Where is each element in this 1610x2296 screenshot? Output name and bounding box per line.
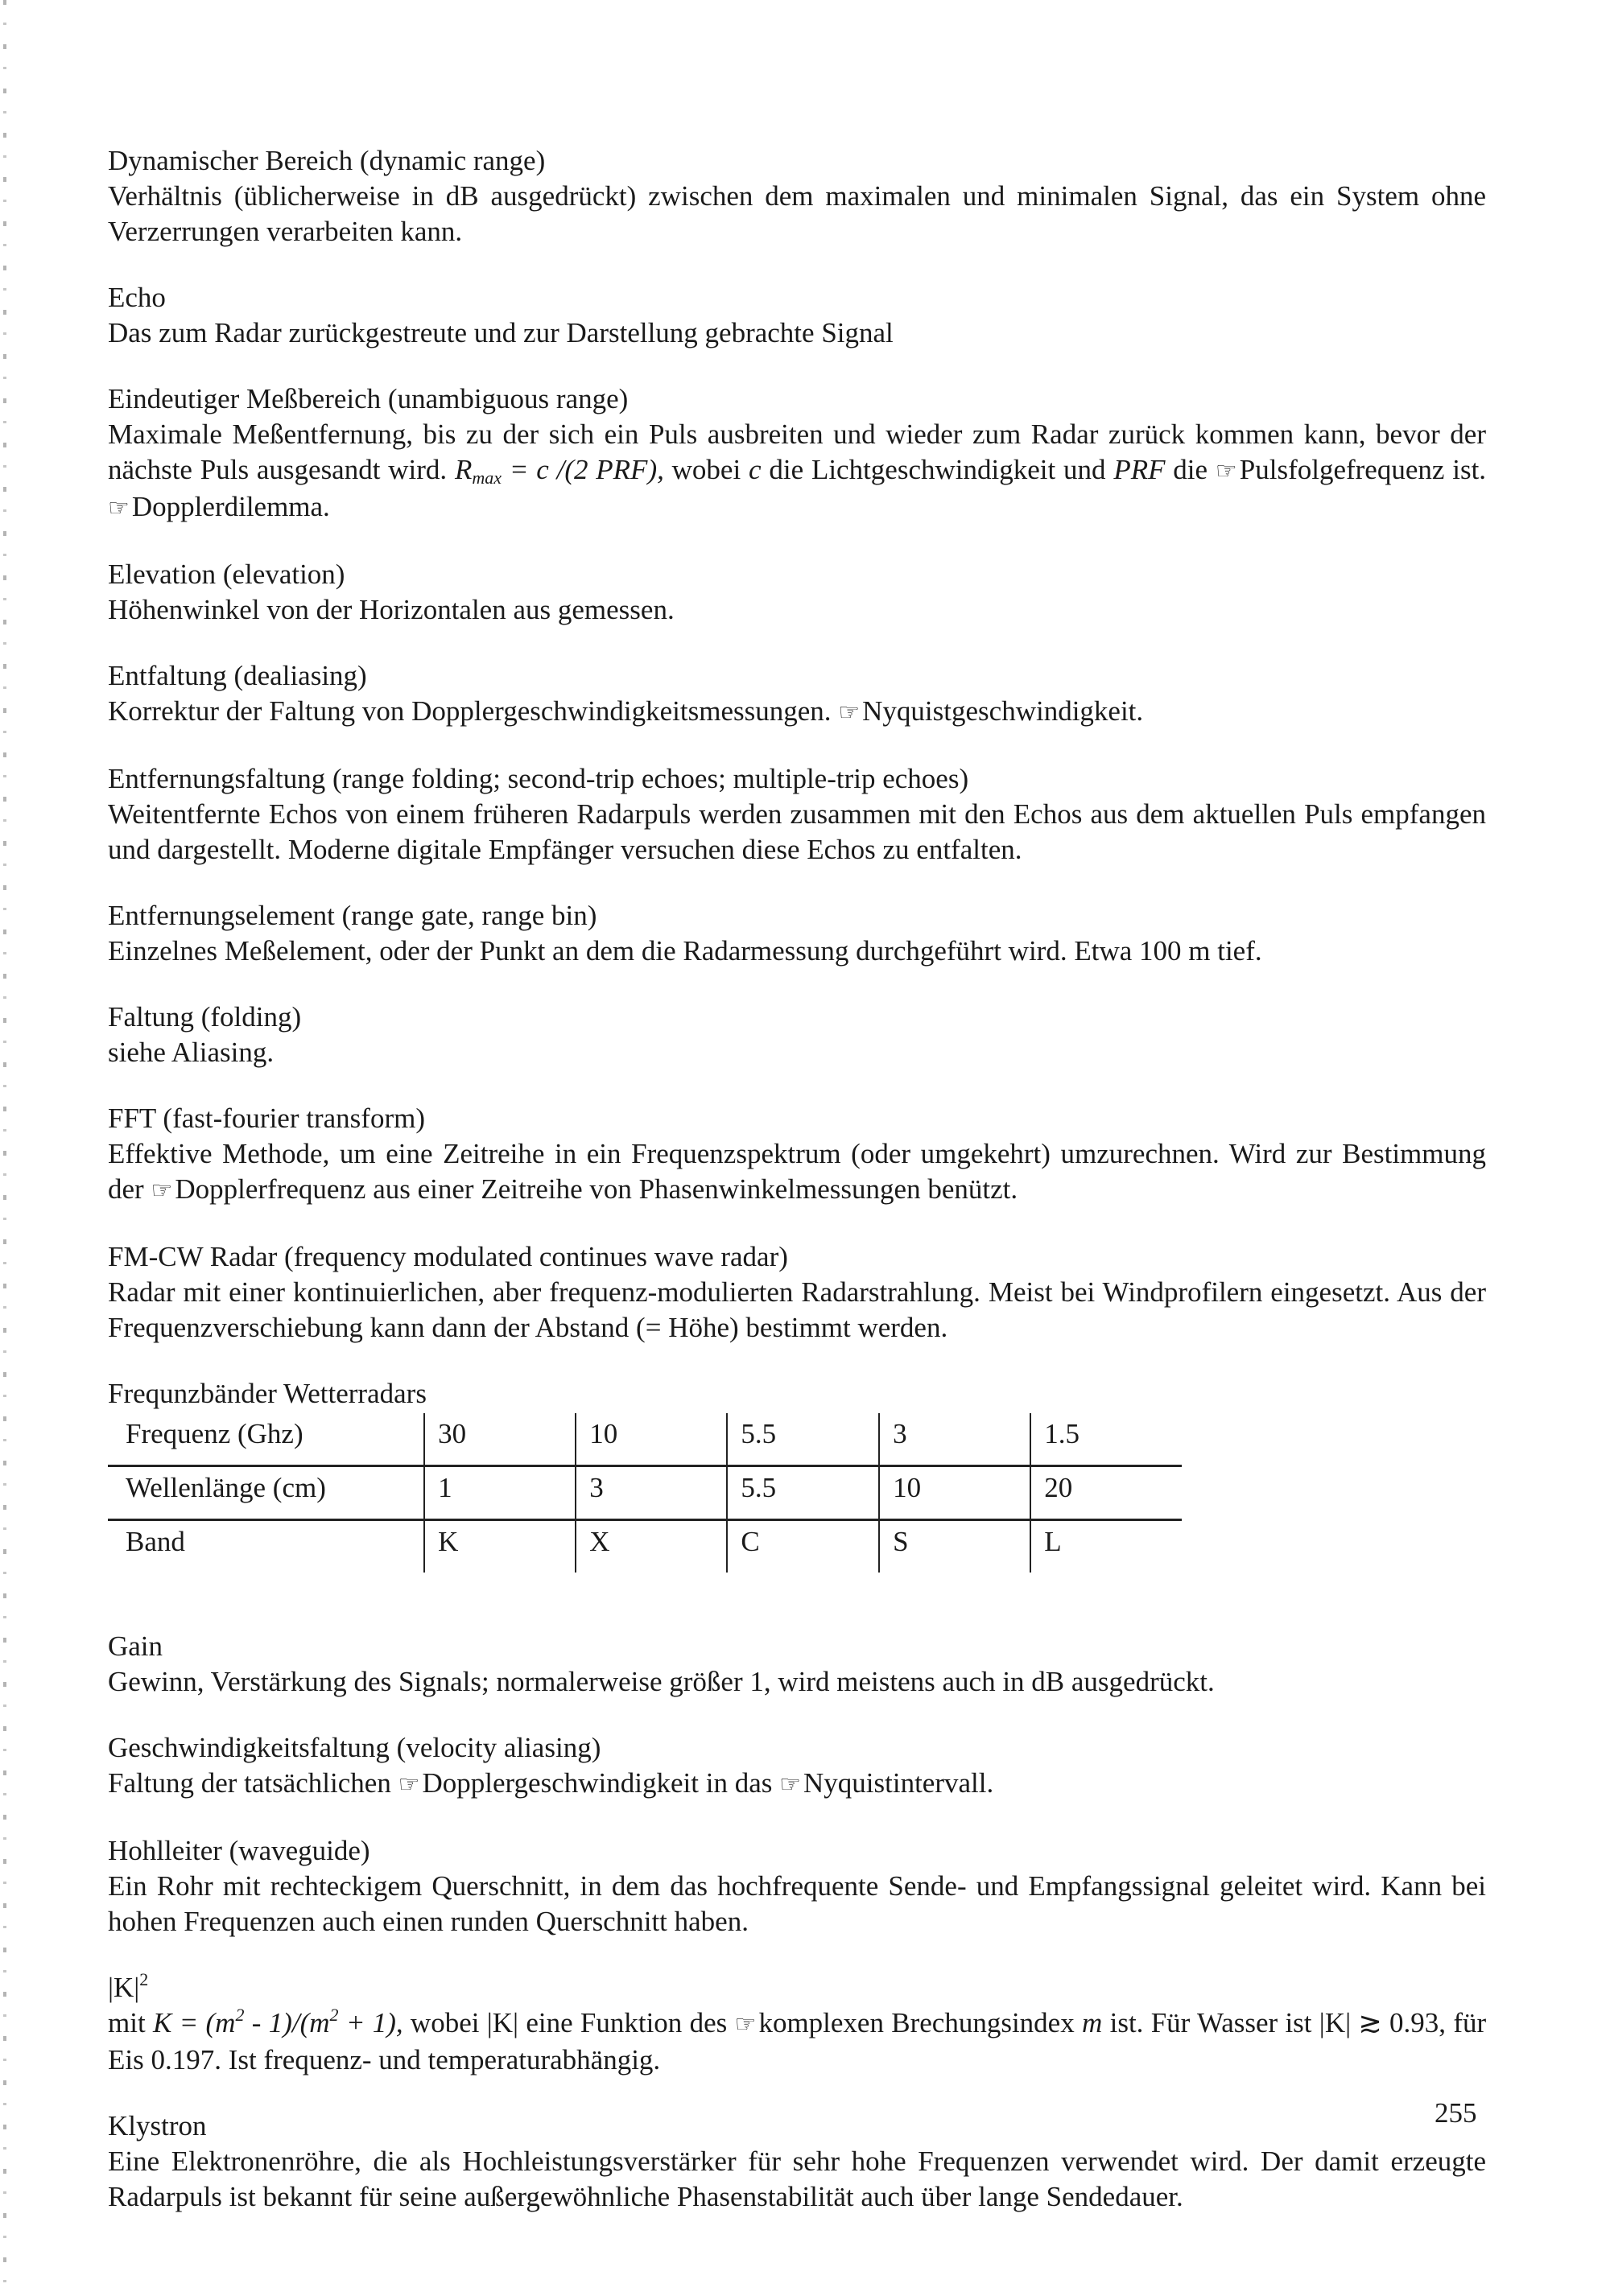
cross-reference: Dopplerdilemma. [131, 491, 330, 522]
table-cell: 5.5 [727, 1413, 879, 1466]
entry-term: Entfernungselement (range gate, range bin) [108, 900, 597, 931]
entry-term: Klystron [108, 2110, 207, 2141]
entry-term: Faltung (folding) [108, 1001, 302, 1033]
entry-definition: siehe Aliasing. [108, 1037, 275, 1068]
row-label: Frequenz (Ghz) [108, 1413, 424, 1466]
pointing-hand-icon: ☞ [734, 2011, 757, 2038]
table-cell: 3 [879, 1413, 1030, 1466]
table-cell: 10 [879, 1466, 1030, 1520]
entry-definition: Radar mit einer kontinuierlichen, aber frequenz-modulierten Radarstrahlung. Meist bei Windprofilern eingesetzt. Aus der Frequenzverschiebung kann dann der Abstand (= Höhe) bestimmt werden. [108, 1276, 1486, 1343]
entry-term: Eindeutiger Meßbereich (unambiguous range) [108, 383, 629, 414]
cross-reference: Pulsfolgefrequenz [1239, 454, 1445, 485]
glossary-entry [108, 1730, 1486, 1803]
table-cell: L [1030, 1520, 1182, 1573]
table-cell: X [576, 1520, 727, 1573]
cross-reference: Dopplergeschwindigkeit [422, 1767, 699, 1799]
entry-term: Hohlleiter (waveguide) [108, 1835, 370, 1866]
glossary-entry [108, 557, 1486, 628]
entry-definition: Effektive Methode, um eine Zeitreihe in ein Frequenzspektrum (oder umgekehrt) umzurechnen. Wird zur Bestimmung der ☞Dopplerfrequenz aus einer Zeitreihe von Phasenwinkelmessungen benützt. [108, 1138, 1486, 1205]
entry-definition: Faltung der tatsächlichen ☞Dopplergeschwindigkeit in das ☞Nyquistintervall. [108, 1767, 994, 1799]
frequency-bands-table-block [108, 1376, 1486, 1573]
table-row [108, 1413, 1182, 1466]
entry-definition: Eine Elektronenröhre, die als Hochleistungsverstärker für sehr hohe Frequenzen verwendet wird. Der damit erzeugte Radarpuls ist bekannt für seine außergewöhnliche Phasenstabilität auch über lange Sendedauer. [108, 2146, 1486, 2212]
entry-term: Gain [108, 1630, 163, 1662]
table-cell: 1.5 [1030, 1413, 1182, 1466]
glossary-entry [108, 1970, 1486, 2078]
entry-term: Dynamischer Bereich (dynamic range) [108, 145, 546, 176]
entry-term: Entfaltung (dealiasing) [108, 660, 367, 691]
table-caption: Frequnzbänder Wetterradars [108, 1378, 427, 1409]
entry-term: Echo [108, 282, 166, 313]
pointing-hand-icon: ☞ [838, 699, 861, 726]
glossary-entry [108, 761, 1486, 868]
cross-reference: Dopplerfrequenz [175, 1173, 366, 1205]
glossary-entry [108, 381, 1486, 526]
table-cell: 5.5 [727, 1466, 879, 1520]
table-cell: S [879, 1520, 1030, 1573]
pointing-hand-icon: ☞ [398, 1771, 420, 1798]
table-cell: 1 [424, 1466, 576, 1520]
entry-definition: mit $K = (m^2 - 1)/(m^2 + 1)$, wobei |K| eine Funktion des ☞komplexen Brechungsindex m ist. Für Wasser ist |K| ≳ 0.93, für Eis 0.197. Ist frequenz- und temperaturabhängig. [108, 2005, 1487, 2075]
glossary-entry [108, 658, 1486, 731]
entry-definition: Weitentfernte Echos von einem früheren Radarpuls werden zusammen mit den Echos aus dem aktuellen Puls empfangen und dargestellt. Moderne digitale Empfänger versuchen diese Echos zu entfalten. [108, 798, 1486, 865]
cross-reference: Nyquistintervall. [803, 1767, 994, 1799]
table-cell: 30 [424, 1413, 576, 1466]
table-cell: C [727, 1520, 879, 1573]
table-cell: 20 [1030, 1466, 1182, 1520]
scan-edge-marks [3, 0, 6, 2296]
formula-k: $K = (m^2 - 1)/(m^2 + 1)$, [152, 2005, 403, 2038]
table-cell: K [424, 1520, 576, 1573]
glossary-content [108, 143, 1486, 2245]
glossary-entry [108, 1239, 1486, 1346]
glossary-entry [108, 898, 1486, 969]
entry-definition: Ein Rohr mit rechteckigem Querschnitt, in dem das hochfrequente Sende- und Empfangssignal geleitet wird. Kann bei hohen Frequenzen auch einen runden Querschnitt haben. [108, 1870, 1486, 1937]
glossary-entry [108, 1101, 1486, 1209]
table-cell: 10 [576, 1413, 727, 1466]
pointing-hand-icon: ☞ [151, 1177, 173, 1204]
entry-definition: Verhältnis (üblicherweise in dB ausgedrückt) zwischen dem maximalen und minimalen Signal, das ein System ohne Verzerrungen verarbeiten kann. [108, 180, 1486, 247]
entry-definition: Korrektur der Faltung von Dopplergeschwindigkeitsmessungen. ☞Nyquistgeschwindigkeit. [108, 695, 1144, 727]
glossary-entry [108, 1629, 1486, 1700]
entry-definition: Höhenwinkel von der Horizontalen aus gemessen. [108, 594, 675, 625]
page-number: 255 [1435, 2097, 1477, 2129]
pointing-hand-icon: ☞ [108, 495, 130, 521]
entry-definition: Das zum Radar zurückgestreute und zur Darstellung gebrachte Signal [108, 317, 894, 348]
glossary-entry [108, 143, 1486, 249]
glossary-entry [108, 280, 1486, 351]
entry-term: FFT (fast-fourier transform) [108, 1103, 425, 1134]
entry-definition: Maximale Meßentfernung, bis zu der sich ein Puls ausbreiten und wieder zum Radar zurück kommen kann, bevor der nächste Puls ausgesandt wird. $R_{max} = c$ /(2 PRF), wobei c die Lichtgeschwindigkeit und PRF die ☞Pulsfolgefrequenz ist. ☞Dopplerdilemma. [108, 418, 1487, 522]
cross-reference: Nyquistgeschwindigkeit. [862, 695, 1144, 727]
row-label: Wellenlänge (cm) [108, 1466, 424, 1520]
pointing-hand-icon: ☞ [779, 1771, 802, 1798]
table-cell: 3 [576, 1466, 727, 1520]
table-row [108, 1466, 1182, 1520]
entry-term: FM-CW Radar (frequency modulated continues wave radar) [108, 1241, 788, 1272]
formula-r: $R_{max} = c$ /(2 PRF), [454, 454, 664, 488]
pointing-hand-icon: ☞ [1215, 458, 1237, 484]
entry-term: Elevation (elevation) [108, 559, 345, 590]
frequency-bands-table [108, 1413, 1182, 1573]
table-row [108, 1520, 1182, 1573]
entry-definition: Gewinn, Verstärkung des Signals; normalerweise größer 1, wird meistens auch in dB ausgedrückt. [108, 1666, 1215, 1697]
entry-term: Geschwindigkeitsfaltung (velocity aliasing) [108, 1732, 601, 1763]
entry-term: Entfernungsfaltung (range folding; second-trip echoes; multiple-trip echoes) [108, 763, 969, 794]
glossary-entry [108, 2108, 1486, 2215]
glossary-entry [108, 1833, 1486, 1939]
row-label: Band [126, 1526, 185, 1557]
glossary-entry [108, 1000, 1486, 1070]
entry-definition: Einzelnes Meßelement, oder der Punkt an dem die Radarmessung durchgeführt wird. Etwa 100 m tief. [108, 935, 1262, 967]
cross-reference: komplexen Brechungsindex [758, 2007, 1075, 2038]
entry-term: $|K|^2$ [108, 1969, 149, 2003]
